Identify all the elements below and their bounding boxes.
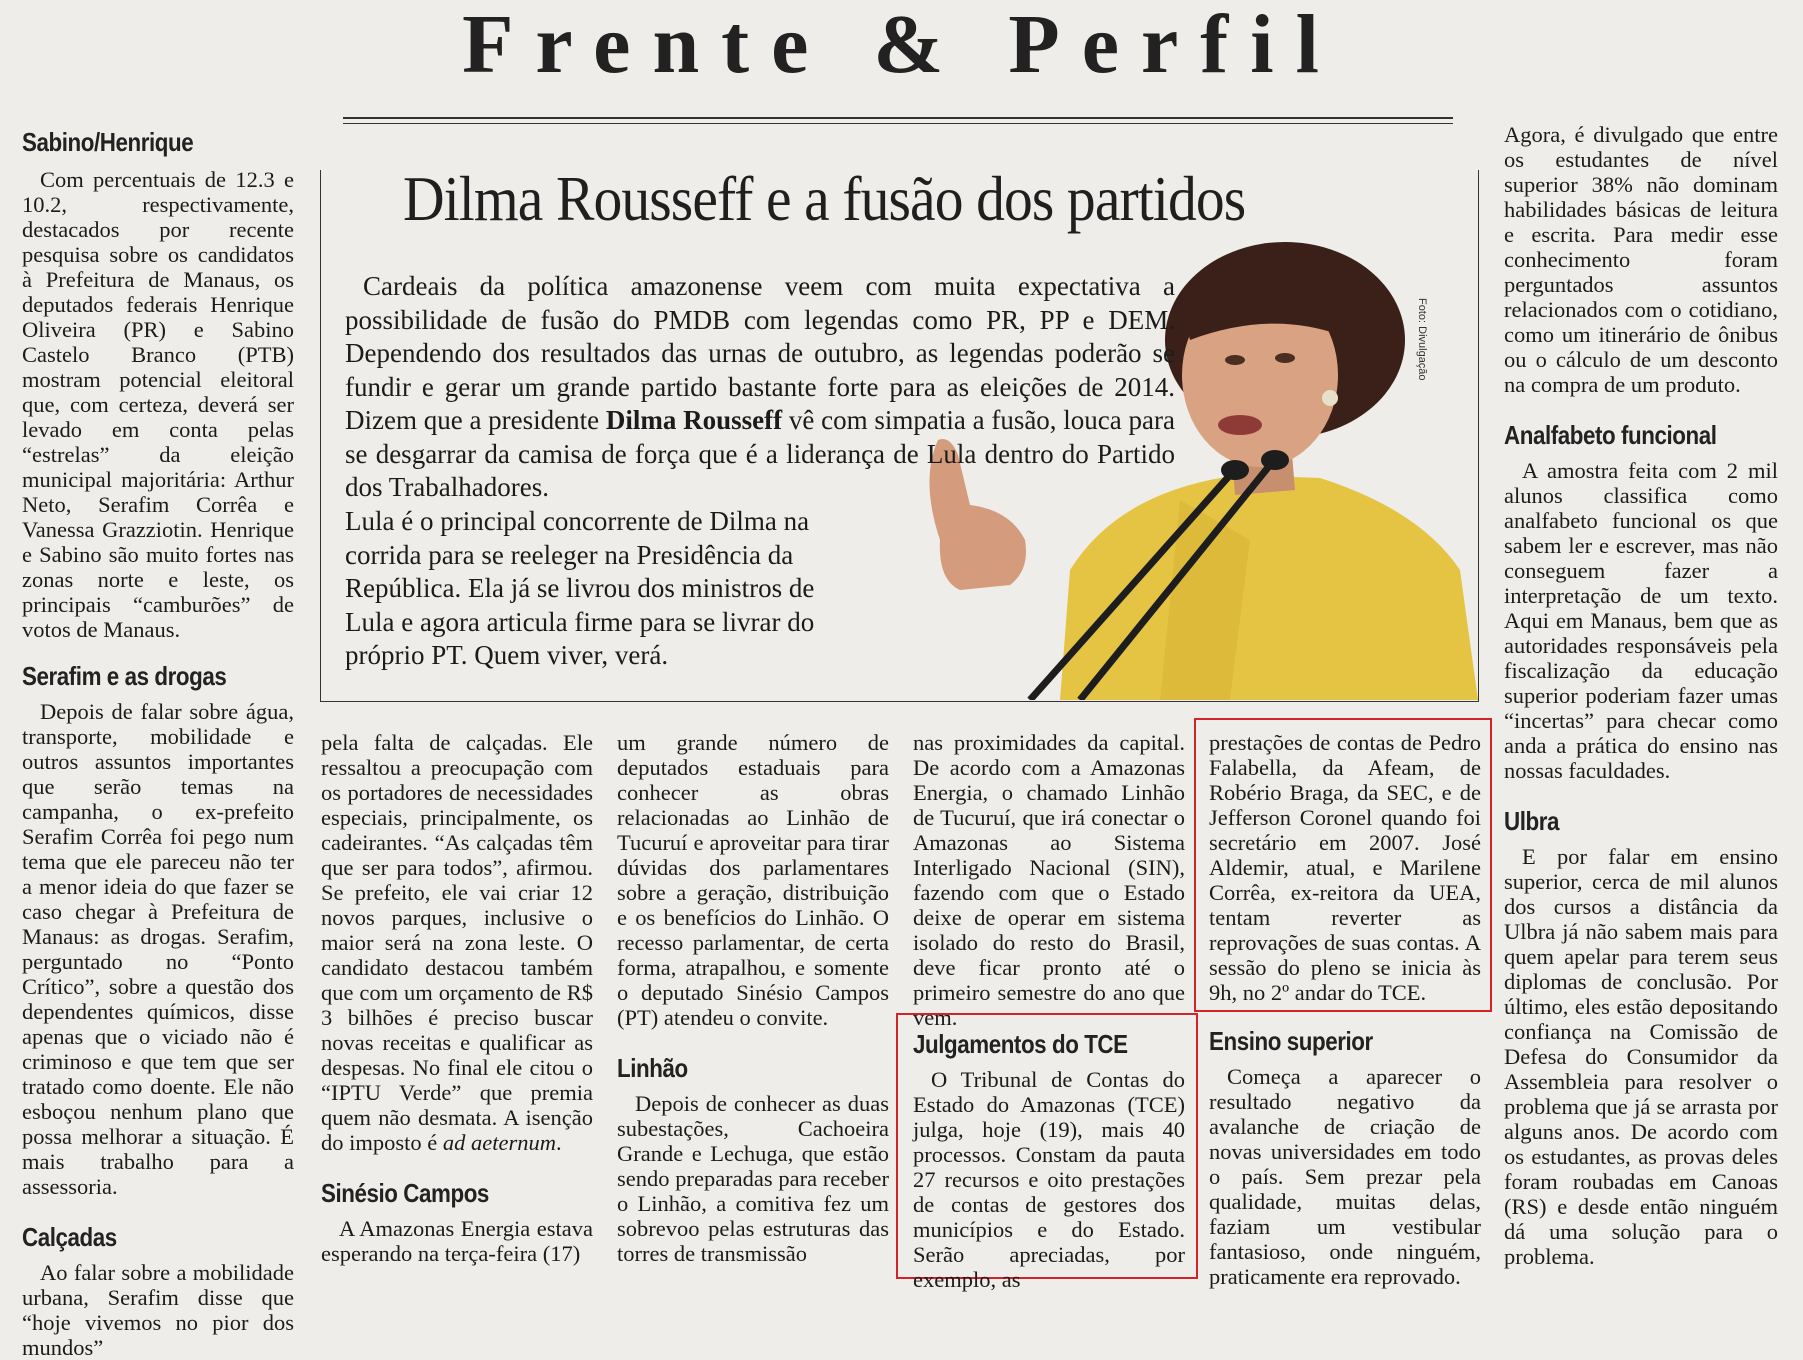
- paragraph: Depois de falar sobre água, transporte, mobilidade e outros assuntos importantes que serão temas na campanha, o ex-prefeito Serafim Corrêa foi pego num tema que ele pareceu não ter a menor ideia do que fazer se caso chegar à Prefeitura de Manaus: as drogas. Serafim, perguntado no “Ponto Crítico”, sobre a questão dos dependentes químicos, disse apenas que o viciado não é criminoso e que tem que ser tratado como doente. Ele não esboçou nenhum plano que possa melhorar a situação. É mais trabalho para a assessoria.: [22, 699, 294, 1199]
- lede-continuation: Lula é o principal concorrente de Dilma na corrida para se reeleger na Presidência da República. Ela já se livrou dos ministros de Lula e agora articula firme para se livrar do próprio PT. Quem viver, verá.: [345, 506, 815, 670]
- paragraph: Começa a aparecer o resultado negativo da avalanche de criação de novas universidades em todo o país. Sem prezar pela qualidade, muitas delas, faziam um vestibular fantasioso, onde ninguém, praticamente era reprovado.: [1209, 1064, 1481, 1289]
- paragraph: E por falar em ensino superior, cerca de mil alunos dos cursos a distância da Ulbra já não sabem mais para quem apelar para terem seus diplomas de conclusão. Por último, eles estão depositando confiança na Comissão de Defesa do Consumidor da Assembleia para resolver o problema que já se arrasta por alguns anos. De acordo com os estudantes, as provas deles foram roubadas em Canoas (RS) e desde então ninguém dá uma solução para o problema.: [1504, 844, 1778, 1269]
- headline: Dilma Rousseff e a fusão dos partidos: [403, 163, 1246, 234]
- subhead-ensino-superior: Ensino superior: [1209, 1026, 1373, 1056]
- paragraph: nas proximidades da capital. De acordo com a Amazonas Energia, o chamado Linhão de Tucuruí, que irá conectar o Amazonas ao Sistema Interligado Nacional (SIN), fazendo com que o Estado deixe de operar em sistema isolado do resto do Brasil, deve ficar pronto até o primeiro semestre do ano que vem.: [913, 730, 1185, 1030]
- paragraph-end: .: [555, 1130, 562, 1155]
- frame-right-rule: [1478, 170, 1479, 702]
- subhead-calcadas: Calçadas: [22, 1222, 117, 1252]
- lede-text-2: vê com simpatia a fusão, louca para se desgarrar da camisa de força que é a liderança de Lula dentro do Partido dos Trabalhadores.: [345, 405, 1175, 502]
- photo-credit: Foto: Divulgação: [1416, 298, 1428, 381]
- paragraph-text: pela falta de calçadas. Ele ressaltou a preocupação com os portadores de necessidades especiais, principalmente, os cadeirantes. “As calçadas têm que ser para todos”, afirmou. Se prefeito, ele vai criar 12 novos parques, inclusive o maior será na zona leste. O candidato destacou também que com um orçamento de R$ 3 bilhões é preciso buscar novas receitas e qualificar as despesas. No final ele citou o “IPTU Verde” que premia quem não desmata. A isenção do imposto é: [321, 730, 593, 1155]
- paragraph: [321, 730, 593, 1155]
- subhead-analfabeto-funcional: Analfabeto funcional: [1504, 420, 1717, 450]
- column-1: [22, 127, 294, 1360]
- subhead-sinesio-campos: Sinésio Campos: [321, 1178, 489, 1208]
- paragraph: Agora, é divulgado que entre os estudantes de nível superior 38% não dominam habilidades básicas de leitura e escrita. Para medir esse conhecimento foram perguntados assuntos relacionados com o cotidiano, como um itinerário de ônibus ou o cálculo de um desconto na compra de um produto.: [1504, 122, 1778, 397]
- column-3: [617, 730, 889, 1266]
- paragraph: A amostra feita com 2 mil alunos classifica como analfabeto funcional os que sabem ler e escrever, mas não conseguem fazer a interpretação de um texto. Aqui em Manaus, bem que as autoridades responsáveis pela fiscalização da educação superior poderiam fazer umas “incertas” para checar como anda a prática do ensino nas nossas faculdades.: [1504, 458, 1778, 783]
- paragraph: Depois de conhecer as duas subestações, Cachoeira Grande e Lechuga, que estão sendo preparadas para receber o Linhão, a comitiva fez um sobrevoo pelas estruturas das torres de transmissão: [617, 1091, 889, 1266]
- subhead-serafim-drogas: Serafim e as drogas: [22, 661, 227, 691]
- subhead-ulbra: Ulbra: [1504, 806, 1560, 836]
- lede: [345, 270, 1175, 505]
- column-4: [913, 730, 1185, 1030]
- frame-left-rule: [320, 170, 321, 702]
- lede-text-1: Cardeais da política amazonense veem com muita expectativa a possibilidade de fusão do PMDB com legendas como PR, PP e DEM. Dependendo dos resultados das urnas de outubro, as legendas poderão se fundir e gerar um grande partido bastante forte para as eleições de 2014. Dizem que a presidente: [345, 271, 1175, 435]
- frame-bottom-rule: [320, 701, 1479, 702]
- lede-bold-name: Dilma Rousseff: [605, 405, 783, 435]
- column-2: [321, 730, 593, 1266]
- paragraph: um grande número de deputados estaduais para conhecer as obras relacionadas ao Linhão de Tucuruí e aproveitar para tirar dúvidas dos parlamentares sobre a geração, distribuição e os benefícios do Linhão. O recesso parlamentar, de certa forma, atrapalhou, e somente o deputado Sinésio Campos (PT) atendeu o convite.: [617, 730, 889, 1030]
- paragraph: Com percentuais de 12.3 e 10.2, respectivamente, destacados por recente pesquisa sobre os candidatos à Prefeitura de Manaus, os deputados federais Henrique Oliveira (PR) e Sabino Castelo Branco (PTB) mostram potencial eleitoral que, com certeza, deverá ser levado em conta pelas “estrelas” da eleição municipal majoritária: Arthur Neto, Serafim Corrêa e Vanessa Grazziotin. Henrique e Sabino são muito fortes nas zonas norte e leste, os principais “camburões” de votos de Manaus.: [22, 167, 294, 642]
- subhead-julgamentos-tce: Julgamentos do TCE: [913, 1029, 1128, 1059]
- column-5: [1209, 730, 1481, 1289]
- column-4-lower: [913, 1029, 1185, 1292]
- masthead: Frente & Perfil: [462, 0, 1341, 91]
- subhead-sabino-henrique: Sabino/Henrique: [22, 127, 194, 157]
- italic-phrase: ad aeternum: [442, 1130, 556, 1155]
- top-rule: [343, 117, 1453, 119]
- paragraph: Ao falar sobre a mobilidade urbana, Serafim disse que “hoje vivemos no pior dos mundos”: [22, 1260, 294, 1360]
- top-rule-thin: [343, 123, 1453, 124]
- paragraph: O Tribunal de Contas do Estado do Amazonas (TCE) julga, hoje (19), mais 40 processos. Constam da pauta 27 recursos e oito prestações de contas de gestores dos municípios e do Estado. Serão apreciadas, por exemplo, as: [913, 1067, 1185, 1292]
- column-6: [1504, 122, 1778, 1269]
- paragraph: A Amazonas Energia estava esperando na terça-feira (17): [321, 1216, 593, 1266]
- subhead-linhao: Linhão: [617, 1053, 688, 1083]
- paragraph: prestações de contas de Pedro Falabella, da Afeam, de Robério Braga, da SEC, e de Jefferson Coronel quando foi secretário em 2007. José Aldemir, atual, e Marilene Corrêa, ex-reitora da UEA, tentam reverter as reprovações de suas contas. A sessão do pleno se inicia às 9h, no 2º andar do TCE.: [1209, 730, 1481, 1005]
